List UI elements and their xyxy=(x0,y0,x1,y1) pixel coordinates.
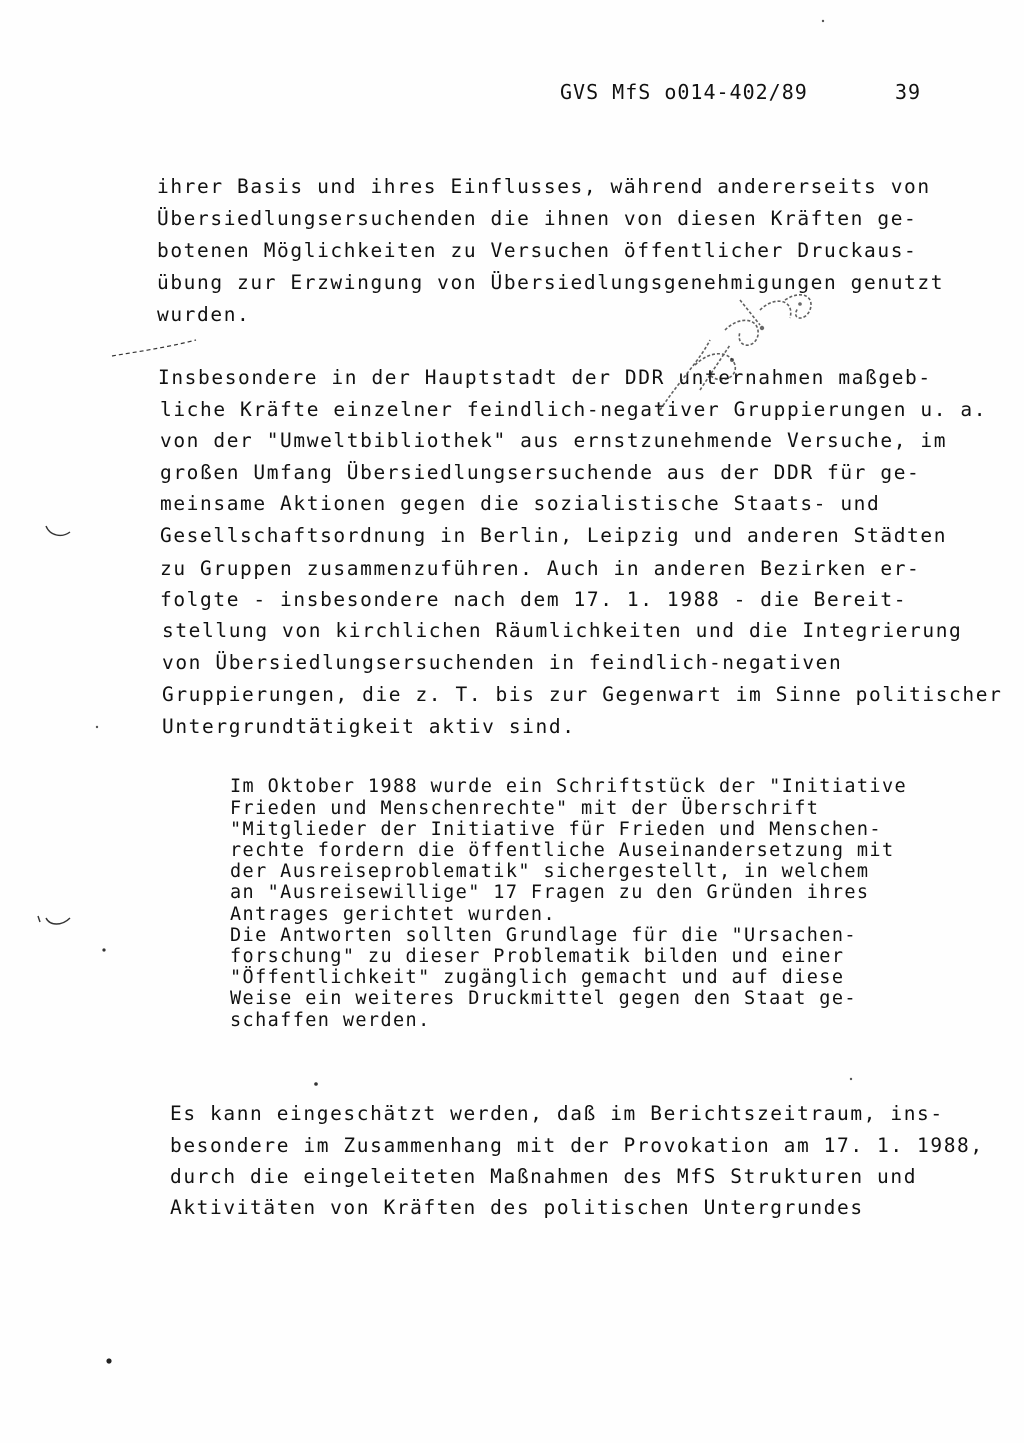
paragraph2-line: liche Kräfte einzelner feindlich-negativer Gruppierungen u. a. xyxy=(160,398,988,421)
stray-mark xyxy=(94,724,100,730)
indented-line: "Öffentlichkeit" zugänglich gemacht und auf diese xyxy=(230,967,845,988)
page-number: 39 xyxy=(895,80,922,104)
paragraph1-line: Übersiedlungsersuchenden die ihnen von diesen Kräften ge- xyxy=(157,207,918,230)
indented-line: Antrages gerichtet wurden. xyxy=(230,904,556,925)
paragraph2-line: stellung von kirchlichen Räumlichkeiten und die Integrierung xyxy=(162,619,963,642)
paragraph2-line: von der "Umweltbibliothek" aus ernstzunehmende Versuche, im xyxy=(160,429,948,452)
stray-mark xyxy=(312,1080,320,1088)
stray-mark xyxy=(848,1076,854,1082)
paragraph3-line: besondere im Zusammenhang mit der Provokation am 17. 1. 1988, xyxy=(170,1134,984,1157)
indented-line: der Ausreiseproblematik" sichergestellt, in welchem xyxy=(230,861,870,882)
indented-line: forschung" zu dieser Problematik bilden und einer xyxy=(230,946,845,967)
paragraph2-line: Gruppierungen, die z. T. bis zur Gegenwart im Sinne politischer xyxy=(162,683,1003,706)
paragraph3-line: Es kann eingeschätzt werden, daß im Berichtszeitraum, ins- xyxy=(170,1102,944,1125)
faint-stamp-mark xyxy=(640,270,830,420)
stray-mark xyxy=(104,1356,114,1366)
paragraph3-line: durch die eingeleiteten Maßnahmen des MfS Strukturen und xyxy=(170,1165,918,1188)
stray-mark xyxy=(36,910,72,930)
indented-line: schaffen werden. xyxy=(230,1010,431,1031)
paragraph2-line: Untergrundtätigkeit aktiv sind. xyxy=(162,715,576,738)
indented-line: Im Oktober 1988 wurde ein Schriftstück der "Initiative xyxy=(230,776,908,797)
stray-mark xyxy=(44,522,72,540)
paragraph1-line: wurden. xyxy=(157,303,251,326)
indented-line: rechte fordern die öffentliche Auseinandersetzung mit xyxy=(230,840,895,861)
indented-line: Die Antworten sollten Grundlage für die "Ursachen- xyxy=(230,925,857,946)
stray-mark xyxy=(100,946,108,954)
paragraph2-line: großen Umfang Übersiedlungsersuchende aus der DDR für ge- xyxy=(160,461,921,484)
paragraph2-line: von Übersiedlungsersuchenden in feindlich-negativen xyxy=(162,651,843,674)
stray-mark xyxy=(110,336,200,360)
indented-line: Frieden und Menschenrechte" mit der Überschrift xyxy=(230,798,820,819)
stray-mark xyxy=(820,18,826,24)
indented-line: an "Ausreisewillige" 17 Fragen zu den Gründen ihres xyxy=(230,882,870,903)
document-reference: GVS MfS o014-402/89 xyxy=(560,80,808,104)
indented-line: "Mitglieder der Initiative für Frieden und Menschen- xyxy=(230,819,882,840)
paragraph3-line: Aktivitäten von Kräften des politischen Untergrundes xyxy=(170,1196,864,1219)
paragraph2-line: meinsame Aktionen gegen die sozialistische Staats- und xyxy=(160,492,881,515)
paragraph2-line: Gesellschaftsordnung in Berlin, Leipzig und anderen Städten xyxy=(160,524,948,547)
indented-line: Weise ein weiteres Druckmittel gegen den Staat ge- xyxy=(230,988,857,1009)
paragraph2-line: folgte - insbesondere nach dem 17. 1. 1988 - die Bereit- xyxy=(160,588,908,611)
paragraph1-line: übung zur Erzwingung von Übersiedlungsgenehmigungen genutzt xyxy=(157,271,945,294)
paragraph2-line: Insbesondere in der Hauptstadt der DDR unternahmen maßgeb- xyxy=(158,366,932,389)
paragraph2-line: zu Gruppen zusammenzuführen. Auch in anderen Bezirken er- xyxy=(160,557,921,580)
paragraph1-line: ihrer Basis und ihres Einflusses, während andererseits von xyxy=(157,175,931,198)
paragraph1-line: botenen Möglichkeiten zu Versuchen öffentlicher Druckaus- xyxy=(157,239,918,262)
